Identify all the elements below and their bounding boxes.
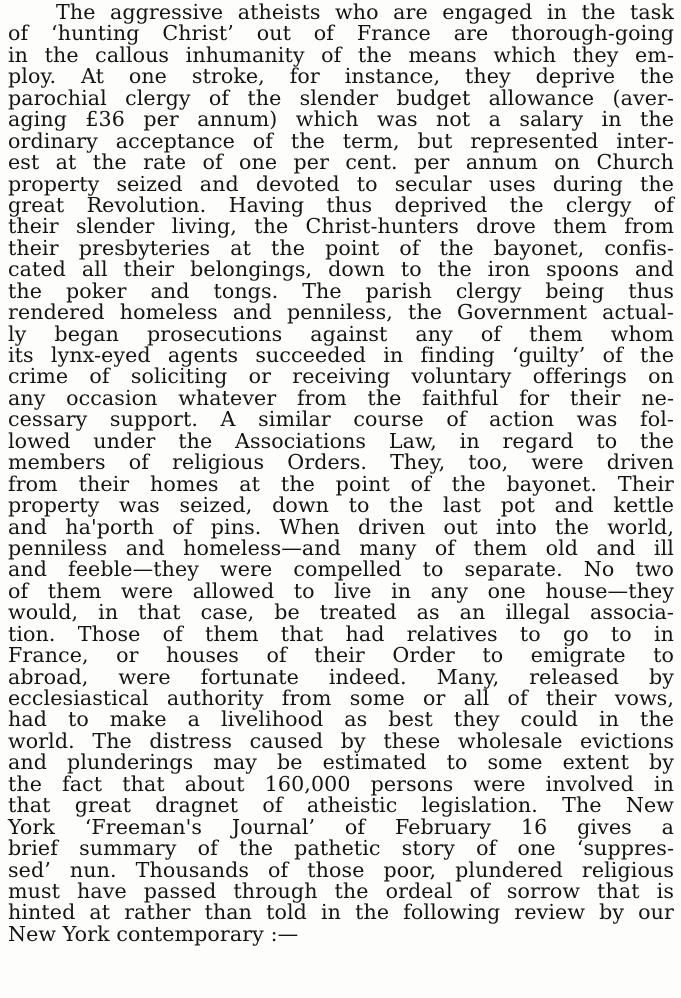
text-line: property was seized, down to the last pot and kettle (8, 493, 674, 518)
text-line: hinted at rather than told in the following review by our (8, 900, 674, 925)
text-line: its lynx-eyed agents succeeded in finding ‘guilty’ of the (8, 343, 674, 367)
text-line: New York contemporary :— (8, 921, 299, 946)
text-line: cessary support. A similar course of action was fol- (8, 407, 674, 432)
text-line: their slender living, the Christ-hunters drove them from (8, 214, 674, 239)
text-line: of them were allowed to live in any one house—they (8, 578, 674, 603)
text-line: property seized and devoted to secular uses during the (8, 171, 674, 196)
text-line: must have passed through the ordeal of sorrow that is (8, 878, 674, 903)
text-line: cated all their belongings, down to the iron spoons and (8, 257, 674, 282)
text-line: ecclesiastical authority from some or all of their vows, (8, 686, 674, 710)
text-line: the poker and tongs. The parish clergy being thus (8, 278, 674, 303)
text-line: that great dragnet of atheistic legislation. The New (8, 793, 674, 818)
text-line: and plunderings may be estimated to some extent by (8, 750, 674, 775)
text-line: lowed under the Associations Law, in regard to the (8, 428, 674, 453)
text-line: The aggressive atheists who are engaged in the task (56, 0, 674, 24)
text-line: est at the rate of one per cent. per annum on Church (8, 150, 674, 175)
text-line: sed’ nun. Thousands of those poor, plundered religious (8, 857, 674, 882)
text-line: great Revolution. Having thus deprived the clergy of (8, 192, 674, 217)
text-line: of ‘hunting Christ’ out of France are thorough-going (8, 21, 674, 46)
text-line: penniless and homeless—and many of them old and ill (8, 535, 674, 560)
text-line: tion. Those of them that had relatives to go to in (8, 621, 674, 646)
text-line: ly began prosecutions against any of them whom (8, 321, 674, 346)
text-line: world. The distress caused by these wholesale evictions (8, 728, 674, 753)
text-line: crime of soliciting or receiving voluntary offerings on (8, 364, 674, 389)
text-line: in the callous inhumanity of the means which they em- (8, 42, 674, 67)
text-line: parochial clergy of the slender budget allowance (aver- (8, 85, 674, 110)
text-line: aging £36 per annum) which was not a salary in the (8, 107, 674, 132)
text-line: York ‘Freeman's Journal’ of February 16 gives a (8, 814, 674, 839)
text-line: ploy. At one stroke, for instance, they deprive the (8, 64, 674, 89)
text-line: ordinary acceptance of the term, but represented inter- (8, 128, 674, 153)
text-line: France, or houses of their Order to emigrate to (8, 643, 674, 668)
text-line: the fact that about 160,000 persons were involved in (8, 771, 674, 796)
text-line: from their homes at the point of the bayonet. Their (8, 471, 674, 496)
text-line: and ha'porth of pins. When driven out into the world, (8, 514, 674, 539)
text-line: and feeble—they were compelled to separate. No two (8, 557, 674, 582)
text-line: rendered homeless and penniless, the Government actual- (8, 300, 674, 325)
text-line: would, in that case, be treated as an illegal associa- (8, 600, 674, 625)
text-line: members of religious Orders. They, too, were driven (8, 450, 674, 475)
text-line: their presbyteries at the point of the bayonet, confis- (8, 235, 674, 260)
text-line: brief summary of the pathetic story of one ‘suppres- (8, 836, 674, 861)
text-line: had to make a livelihood as best they could in the (8, 707, 674, 732)
article-column (8, 2, 674, 945)
text-line: abroad, were fortunate indeed. Many, released by (8, 664, 674, 689)
text-line: any occasion whatever from the faithful for their ne- (8, 385, 674, 410)
